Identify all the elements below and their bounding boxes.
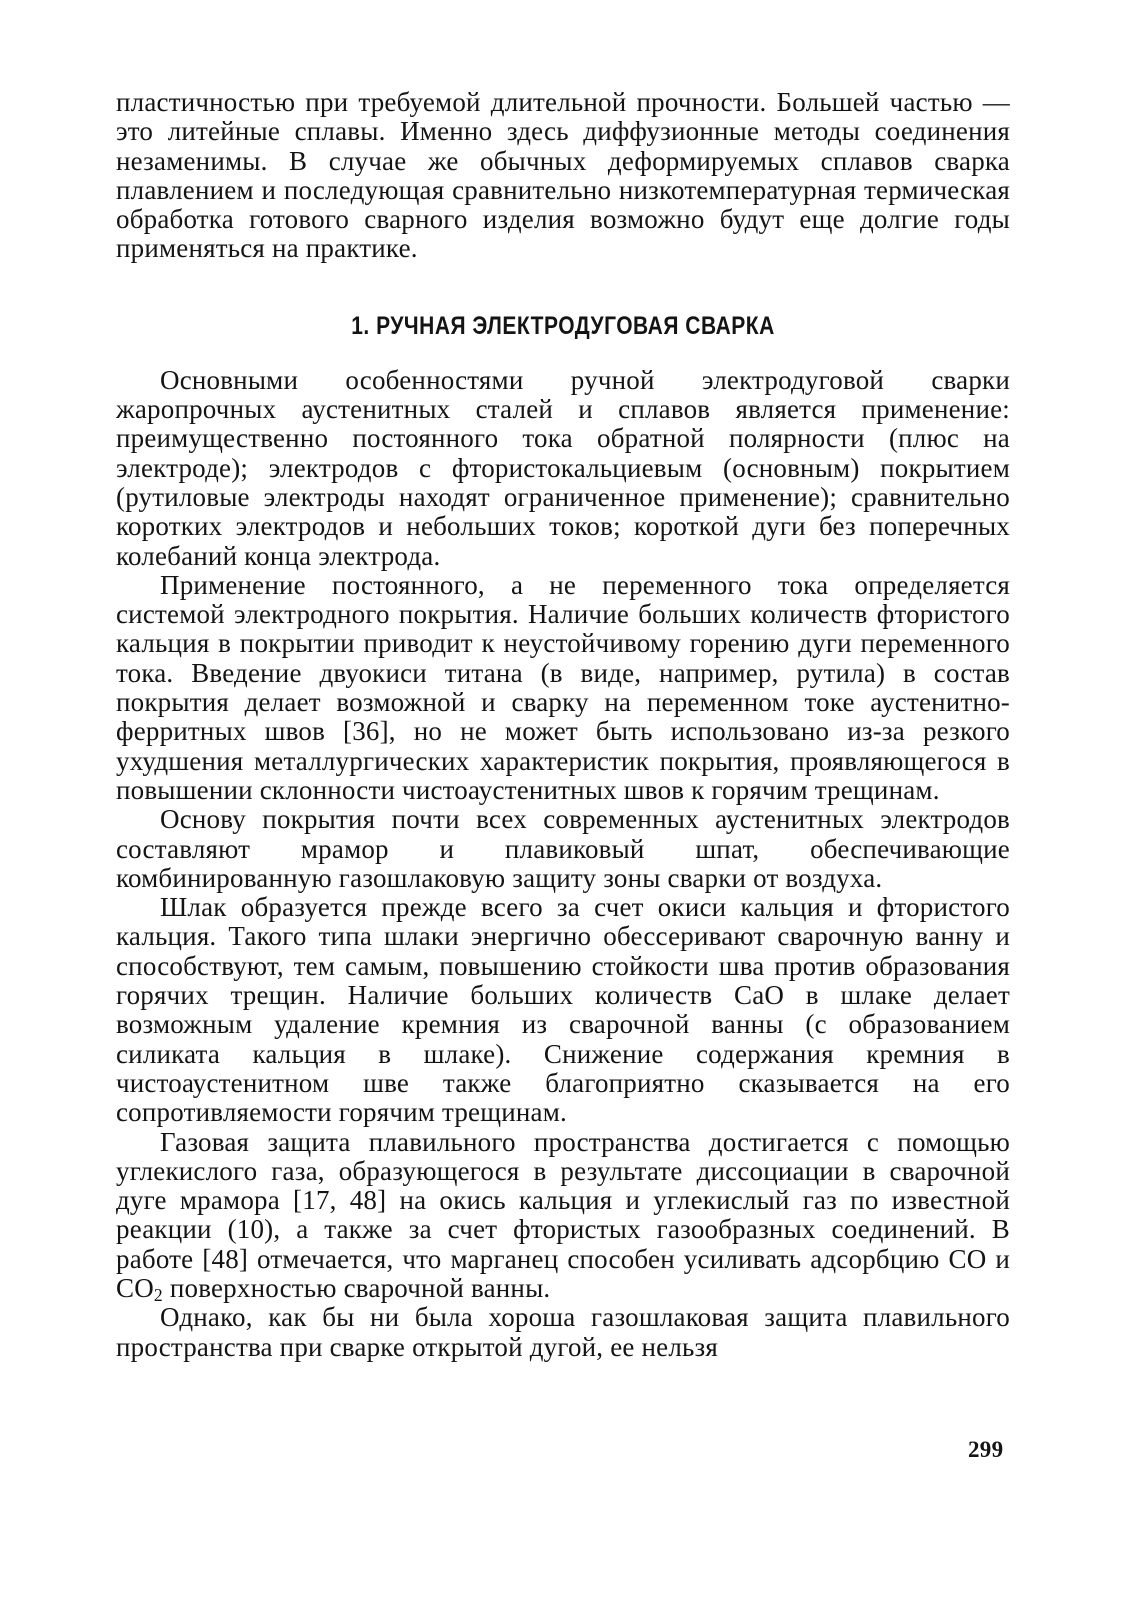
page-body [116,88,1010,1362]
gas-text-main: Газовая защита плавильного пространства достигается с помощью углекислого газа, образующегося в результате диссоциации в сварочной дуге мрамора [17, 48] на окись кальция и углекислый газ по известной реакции (10), а также за счет фтористых газообразных соединений. В работе [48] отмечается, что марганец способен усиливать адсорбцию CO и CO [116,1126,1010,1303]
page-number: 299 [968,1437,1004,1462]
paragraph-coating: Основу покрытия почти всех современных аустенитных электродов составляют мрамор и плавиковый шпат, обеспечивающие комбинированную газошлаковую защиту зоны сварки от воздуха. [116,804,1010,893]
gas-text-end: поверхностью сварочной ванны. [162,1272,551,1303]
paragraph-features: Основными особенностями ручной электродуговой сварки жаропрочных аустенитных сталей и сплавов является применение: преимущественно постоянного тока обратной полярности (плюс на электроде); электродов с фтористокальциевым (основным) покрытием (рутиловые электроды находят ограниченное применение); сравнительно коротких электродов и небольших токов; короткой дуги без поперечных колебаний конца электрода. [116,364,1010,571]
paragraph-current: Применение постоянного, а не переменного тока определяется системой электродного покрытия. Наличие больших количеств фтористого кальция в покрытии приводит к неустойчивому горению дуги переменного тока. Введение двуокиси титана (в виде, например, рутила) в состав покрытия делает возможной и сварку на переменном токе аустенитно-ферритных швов [36], но не может быть использовано из-за резкого ухудшения металлургических характеристик покрытия, проявляющегося в повышении склонности чистоаустенитных швов к горячим трещинам. [116,569,1010,805]
subscript-two: 2 [153,1284,163,1305]
paragraph-final: Однако, как бы ни была хороша газошлаковая защита плавильного пространства при сварке открытой дугой, ее нельзя [116,1302,1010,1362]
paragraph-slag: Шлак образуется прежде всего за счет окиси кальция и фтористого кальция. Такого типа шлаки энергично обессеривают сварочную ванну и способствуют, тем самым, повышению стойкости шва против образования горячих трещин. Наличие больших количеств CaO в шлаке делает возможным удаление кремния из сварочной ванны (с образованием силиката кальция в шлаке). Снижение содержания кремния в чистоаустенитном шве также благоприятно сказывается на его сопротивляемости горячим трещинам. [116,892,1010,1128]
paragraph-gas-protection [116,1128,1010,1304]
intro-paragraph: пластичностью при требуемой длительной прочности. Большей частью — это литейные сплавы. Именно здесь диффузионные методы соединения незаменимы. В случае же обычных деформируемых сплавов сварка плавлением и последующая сравнительно низкотемпературная термическая обработка готового сварного изделия возможно будут еще долгие годы применяться на практике. [116,87,1010,264]
section-heading: 1. РУЧНАЯ ЭЛЕКТРОДУГОВАЯ СВАРКА [351,311,775,340]
